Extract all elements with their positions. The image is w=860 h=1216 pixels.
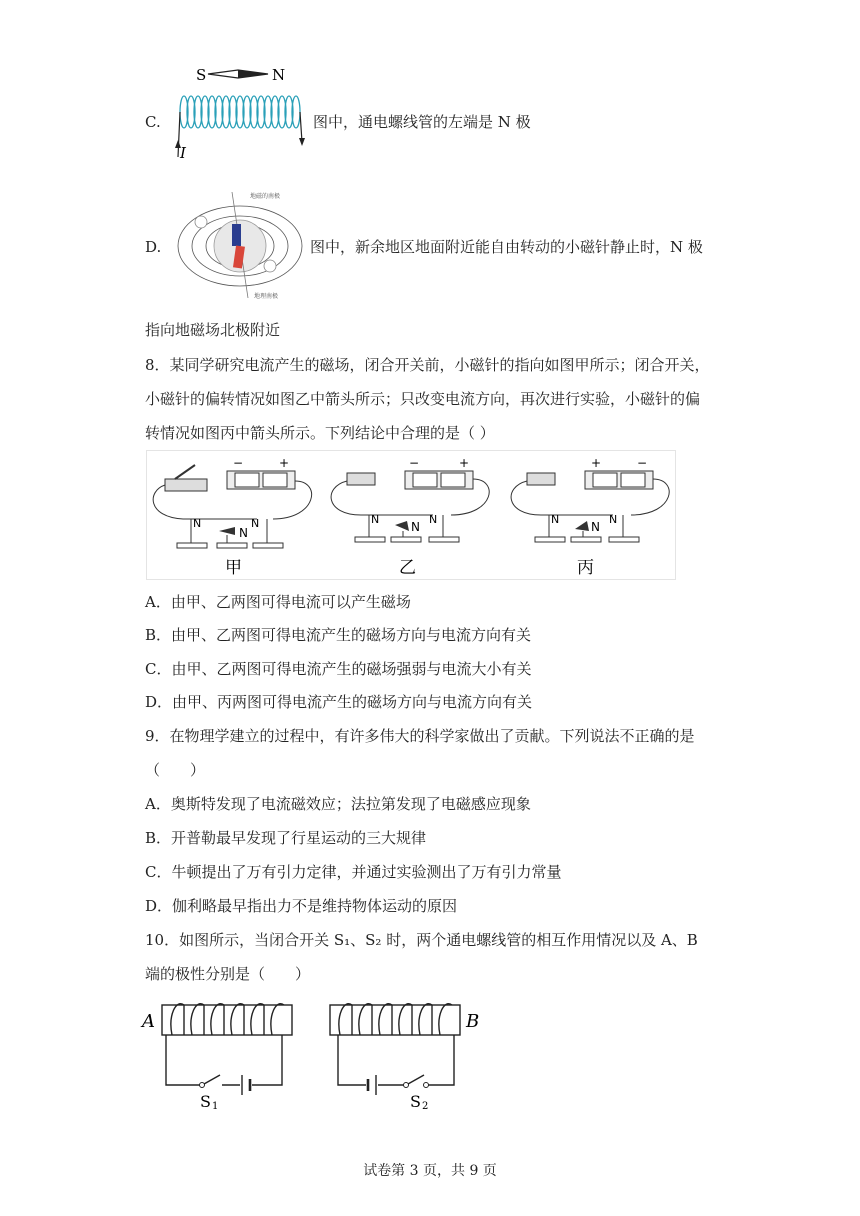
earth-magnetic-field-figure <box>170 186 310 302</box>
svg-text:N: N <box>239 526 248 540</box>
svg-text:+: + <box>591 456 602 470</box>
q8-option-b: B．由甲、乙两图可得电流产生的磁场方向与电流方向有关 <box>145 626 532 644</box>
svg-text:N: N <box>411 520 420 534</box>
switch-s1-label: S <box>200 1092 211 1110</box>
svg-text:N: N <box>251 517 260 530</box>
q9-option-d: D．伽利略最早指出力不是维持物体运动的原因 <box>145 897 458 915</box>
q8-option-c: C．由甲、乙两图可得电流产生的磁场强弱与电流大小有关 <box>145 660 532 678</box>
geographic-south-label: 地理南极 <box>254 293 279 300</box>
svg-text:−: − <box>409 456 420 470</box>
caption-jia: 甲 <box>225 558 242 578</box>
caption-bing: 丙 <box>577 558 594 578</box>
option-c-text: 图中，通电螺线管的左端是 N 极 <box>313 113 531 131</box>
svg-text:−: − <box>637 456 648 470</box>
figure-jia <box>153 456 311 578</box>
q9-line-2: （ ） <box>145 761 206 779</box>
svg-text:−: − <box>233 456 244 470</box>
svg-text:2: 2 <box>422 1101 429 1110</box>
page-footer: 试卷第 3 页，共 9 页 <box>363 1163 497 1179</box>
q8-figure <box>146 450 676 580</box>
end-b-label: B <box>466 1011 480 1032</box>
q8-line-3: 转情况如图丙中箭头所示。下列结论中合理的是（ ） <box>145 424 495 442</box>
q8-option-d: D．由甲、丙两图可得电流产生的磁场方向与电流方向有关 <box>145 693 533 711</box>
geomagnetic-south-label: 地磁的南极 <box>250 193 281 200</box>
svg-text:N: N <box>551 513 560 526</box>
solenoid-figure-c <box>168 62 313 167</box>
q8-option-a: A．由甲、乙两图可得电流可以产生磁场 <box>145 593 411 611</box>
needle-s-label: S <box>196 66 207 84</box>
q8-line-1: 8．某同学研究电流产生的磁场，闭合开关前，小磁针的指向如图甲所示；闭合开关， <box>145 356 710 374</box>
end-a-label: A <box>142 1011 155 1032</box>
q8-line-2: 小磁针的偏转情况如图乙中箭头所示；只改变电流方向，再次进行实验，小磁针的偏 <box>145 390 701 408</box>
svg-text:+: + <box>279 456 290 470</box>
q9-option-a: A．奥斯特发现了电流磁效应；法拉第发现了电磁感应现象 <box>145 795 531 813</box>
option-d-continuation: 指向地磁场北极附近 <box>145 321 281 339</box>
svg-text:+: + <box>459 456 470 470</box>
option-d-letter: D. <box>145 238 162 256</box>
q9-line-1: 9．在物理学建立的过程中，有许多伟大的科学家做出了贡献。下列说法不正确的是 <box>145 727 695 745</box>
svg-text:1: 1 <box>212 1101 219 1110</box>
needle-n-label: N <box>272 66 286 84</box>
current-i-label: I <box>180 144 186 162</box>
figure-bing <box>511 456 669 578</box>
q10-line-2: 端的极性分别是（ ） <box>145 965 311 983</box>
svg-text:N: N <box>429 513 438 526</box>
svg-text:N: N <box>609 513 618 526</box>
svg-text:N: N <box>193 517 202 530</box>
option-c-letter: C. <box>145 113 161 131</box>
q10-solenoid-figure <box>140 995 490 1110</box>
q9-option-c: C．牛顿提出了万有引力定律，并通过实验测出了万有引力常量 <box>145 863 562 881</box>
figure-yi <box>331 456 489 578</box>
caption-yi: 乙 <box>399 558 416 578</box>
option-d-text: 图中，新余地区地面附近能自由转动的小磁针静止时，N 极 <box>310 238 703 256</box>
svg-text:N: N <box>591 520 600 534</box>
q9-option-b: B．开普勒最早发现了行星运动的三大规律 <box>145 829 427 847</box>
switch-s2-label: S <box>410 1092 421 1110</box>
q10-line-1: 10．如图所示，当闭合开关 S₁、S₂ 时，两个通电螺线管的相互作用情况以及 A、B <box>145 931 698 949</box>
svg-text:N: N <box>371 513 380 526</box>
